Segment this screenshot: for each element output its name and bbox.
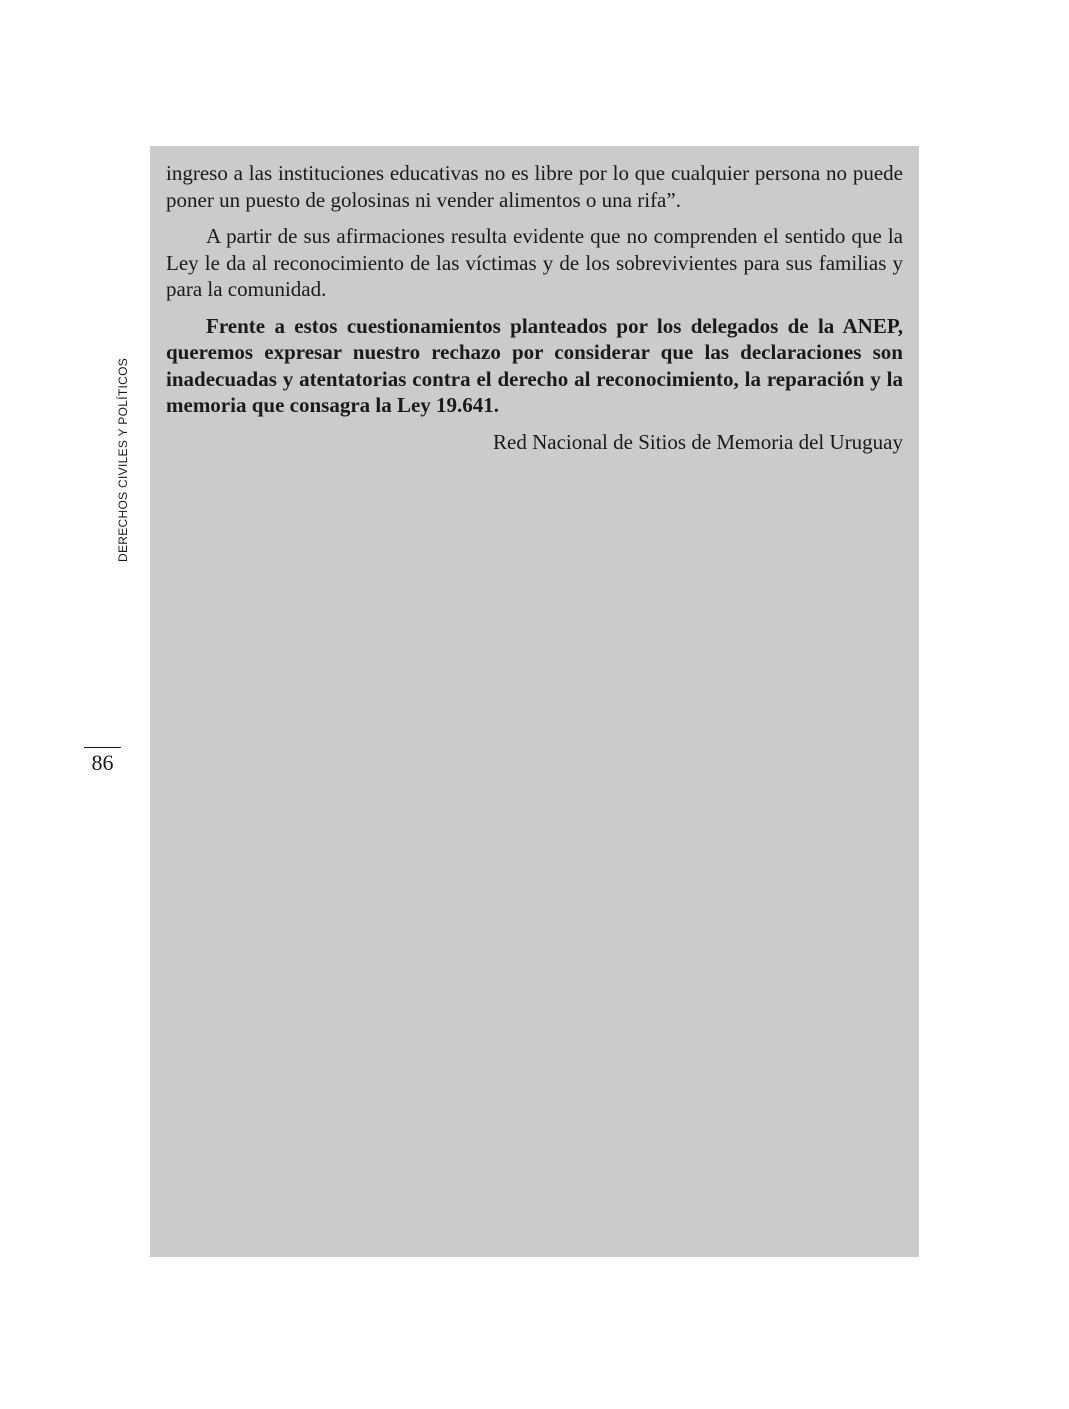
box-content (166, 160, 903, 465)
paragraph-statement: Frente a estos cuestionamientos planteados por los delegados de la ANEP, queremos expresar nuestro rechazo por considerar que las declaraciones son inadecuadas y atentatorias contra el derecho al reconocimiento, la reparación y la memoria que consagra la Ley 19.641. (166, 313, 903, 417)
running-header: DERECHOS CIVILES Y POLÍTICOS (116, 357, 130, 562)
paragraph-analysis: A partir de sus afirmaciones resulta evidente que no comprenden el sentido que la Ley le da al reconocimiento de las víctimas y de los sobrevivientes para sus familias y para la comunidad. (166, 224, 903, 301)
page-number: 86 (91, 750, 114, 775)
signature: Red Nacional de Sitios de Memoria del Uruguay (493, 429, 903, 454)
paragraph-continuation: ingreso a las instituciones educativas no es libre por lo que cualquier persona no puede poner un puesto de golosinas ni vender alimentos o una rifa”. (166, 161, 903, 212)
page-number-rule (84, 747, 121, 748)
